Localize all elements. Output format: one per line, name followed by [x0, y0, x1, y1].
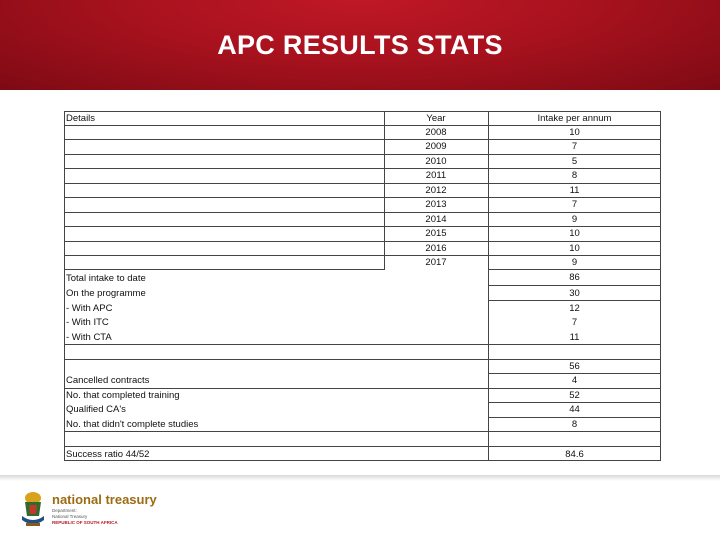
year-cell: 2014: [425, 214, 447, 225]
intake-cell: 10: [569, 127, 580, 138]
outcome-value: 44: [569, 404, 580, 415]
national-treasury-logo: [20, 490, 160, 530]
intake-cell: 8: [571, 170, 578, 181]
programme-value: 30: [569, 288, 580, 299]
logo-line: Department:: [52, 508, 77, 513]
outcome-label: Cancelled contracts: [66, 375, 150, 386]
logo-line: National Treasury: [52, 514, 88, 519]
outcome-value: 52: [569, 390, 580, 401]
success-ratio-label: Success ratio 44/52: [66, 449, 150, 460]
year-cell: 2012: [425, 185, 447, 196]
programme-value: 12: [569, 303, 580, 314]
year-cell: 2015: [425, 228, 447, 239]
footer-divider: [0, 475, 720, 481]
subtotal-value: 56: [569, 361, 580, 372]
year-cell: 2013: [425, 199, 447, 210]
year-cell: 2011: [425, 170, 447, 181]
outcome-label: No. that completed training: [66, 390, 180, 401]
year-header: Year: [426, 113, 446, 124]
intake-cell: 7: [571, 141, 578, 152]
coat-of-arms-icon: [20, 490, 46, 530]
logo-name: national treasury: [52, 492, 157, 507]
logo-line: REPUBLIC OF SOUTH AFRICA: [52, 520, 118, 525]
programme-value: 7: [571, 317, 578, 328]
total-intake-value: 86: [569, 272, 580, 283]
intake-cell: 11: [569, 185, 580, 196]
year-cell: 2009: [425, 141, 447, 152]
programme-label: - With APC: [66, 303, 113, 314]
year-cell: 2016: [425, 243, 447, 254]
year-cell: 2008: [425, 127, 447, 138]
intake-cell: 9: [571, 214, 578, 225]
page-title: APC RESULTS STATS: [217, 30, 503, 60]
programme-label: On the programme: [66, 288, 146, 299]
outcome-label: Qualified CA's: [66, 404, 126, 415]
programme-label: - With CTA: [66, 332, 112, 343]
results-table: [64, 111, 661, 461]
outcome-label: No. that didn't complete studies: [66, 419, 199, 430]
success-ratio-value: 84.6: [565, 449, 584, 460]
intake-cell: 10: [569, 228, 580, 239]
details-header: Details: [66, 113, 96, 124]
title-banner: [0, 0, 720, 90]
year-cell: 2017: [425, 257, 447, 268]
year-cell: 2010: [425, 156, 447, 167]
intake-cell: 5: [571, 156, 578, 167]
programme-value: 11: [569, 332, 580, 343]
intake-cell: 7: [571, 199, 578, 210]
outcome-value: 8: [571, 419, 578, 430]
intake-cell: 10: [569, 243, 580, 254]
outcome-value: 4: [571, 375, 578, 386]
programme-label: - With ITC: [66, 317, 109, 328]
intake-header: Intake per annum: [537, 113, 612, 124]
intake-cell: 9: [571, 257, 578, 268]
total-intake-label: Total intake to date: [66, 273, 146, 284]
